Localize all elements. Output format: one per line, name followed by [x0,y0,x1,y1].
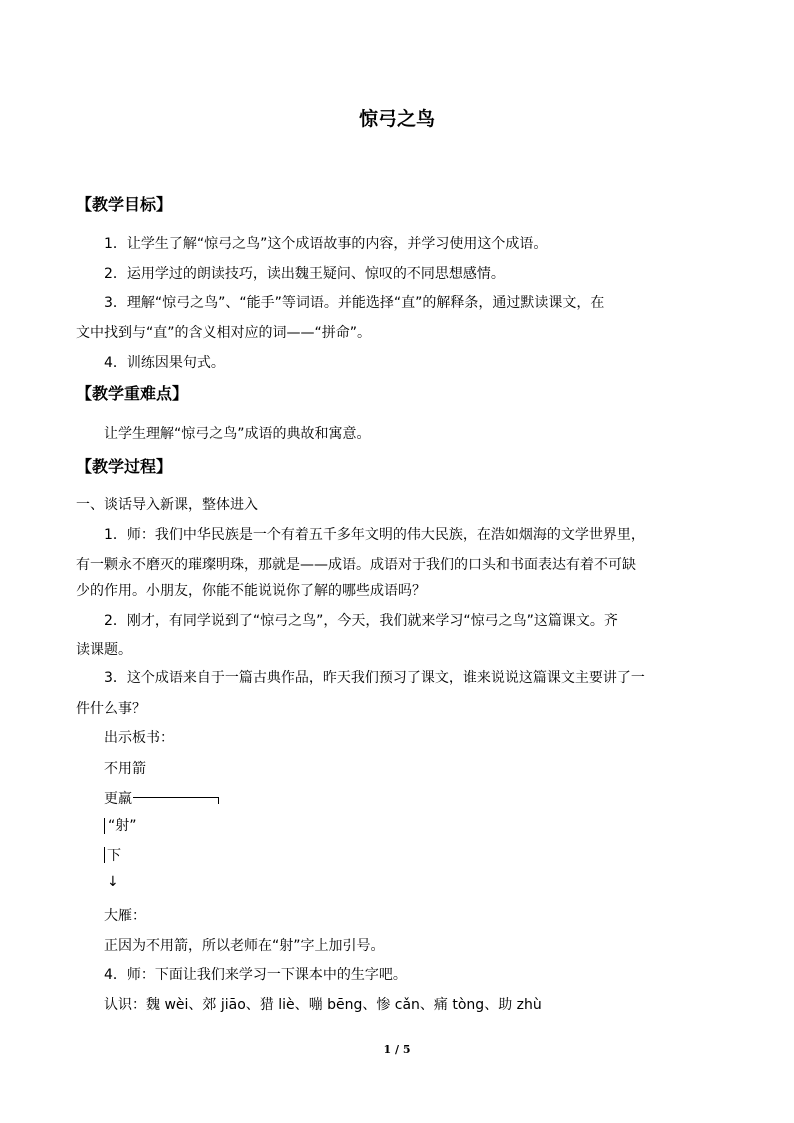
board-label: 出示板书： [104,730,174,746]
vocab-line: 认识：魏 wèi、郊 jiāo、猎 liè、嘣 bēng、惨 cǎn、痛 tòng、助 zhù [104,997,542,1013]
board-line-down: 下 [107,848,121,864]
process-line: 读课题。 [76,642,132,658]
board-line-no-arrow: 不用箭 [104,761,146,777]
board-vertical-bar [104,847,105,863]
process-line: 4．师：下面让我们来学习一下课本中的生字吧。 [104,967,407,983]
difficulty-text: 让学生理解“惊弓之鸟”成语的典故和寓意。 [104,426,371,442]
process-line: 1．师：我们中华民族是一个有着五千多年文明的伟大民族，在浩如烟海的文学世界里， [104,527,645,543]
section-heading-goals: 【教学目标】 [76,195,173,214]
board-connector-line [133,797,218,798]
process-line: 3．这个成语来自于一篇古典作品，昨天我们预习了课文，谁来说说这篇课文主要讲了一 [104,670,645,686]
goal-item: 3．理解“惊弓之鸟”、“能手”等词语。并能选择“直”的解释条，通过默读课文，在 [104,295,605,311]
goal-item: 2．运用学过的朗读技巧，读出魏王疑问、惊叹的不同思想感情。 [104,266,505,282]
board-line-gengying: 更羸 [104,791,132,807]
process-line: 件什么事？ [76,701,146,717]
goal-item-continued: 文中找到与“直”的含义相对应的词——“拼命”。 [76,325,372,341]
page-title: 惊弓之鸟 [358,108,435,130]
process-line: 有一颗永不磨灭的璀璨明珠，那就是——成语。成语对于我们的口头和书面表达有着不可缺 [76,557,636,573]
section-heading-process: 【教学过程】 [76,457,173,476]
board-connector-hook [218,797,219,804]
process-line: 少的作用。小朋友，你能不能说说你了解的哪些成语吗？ [76,583,426,599]
board-line-shoot: “射” [108,818,137,834]
board-line-goose: 大雁： [104,908,146,924]
process-line: 2．刚才，有同学说到了“惊弓之鸟”，今天，我们就来学习“惊弓之鸟”这篇课文。齐 [104,613,618,629]
page-number: 1 / 5 [383,1043,411,1056]
process-line: 正因为不用箭，所以老师在“射”字上加引号。 [104,938,385,954]
process-subheading: 一、谈话导入新课，整体进入 [76,497,258,513]
board-arrow-icon: ↓ [107,874,119,890]
section-heading-difficulty: 【教学重难点】 [76,384,189,403]
board-vertical-bar [104,818,105,834]
goal-item: 1．让学生了解“惊弓之鸟”这个成语故事的内容，并学习使用这个成语。 [104,236,548,252]
goal-item: 4．训练因果句式。 [104,355,225,371]
